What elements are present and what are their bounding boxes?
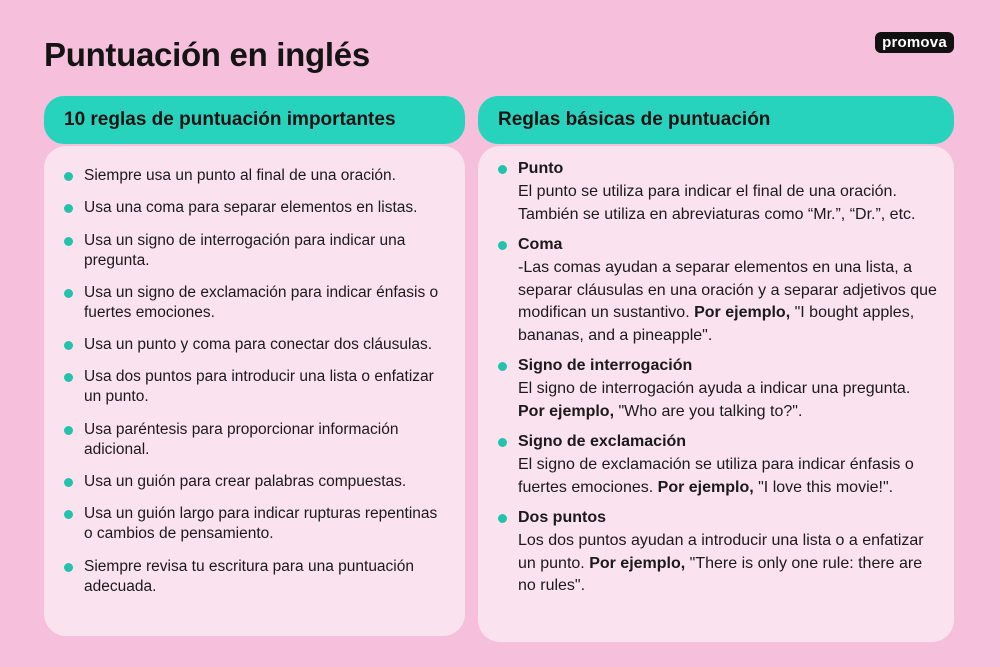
basic-rule-coma — [498, 234, 938, 347]
example-label: Por ejemplo, — [518, 402, 615, 420]
rule-item — [64, 472, 447, 492]
rule-text: Usa un signo de exclamación para indicar énfasis o fuertes emociones. — [84, 283, 439, 321]
right-panel-heading — [478, 96, 954, 144]
right-panel — [478, 146, 954, 642]
rule-item — [64, 198, 447, 218]
left-panel-heading-text: 10 reglas de puntuación importantes — [64, 109, 396, 130]
bullet-icon — [64, 426, 73, 435]
rule-text: Siempre revisa tu escritura para una puntuación adecuada. — [84, 557, 414, 595]
basic-rule-title: Dos puntos — [518, 509, 606, 526]
example-text: "I love this movie!". — [758, 478, 894, 496]
bullet-icon — [498, 241, 507, 250]
bullet-icon — [498, 514, 507, 523]
basic-rules-list — [498, 158, 938, 598]
rule-text: Usa un signo de interrogación para indicar una pregunta. — [84, 231, 406, 269]
rule-text: Usa un guión largo para indicar rupturas repentinas o cambios de pensamiento. — [84, 505, 438, 543]
bullet-icon — [64, 563, 73, 572]
example-text: "There is only one rule: there are no rules". — [518, 554, 923, 594]
rule-text: Usa una coma para separar elementos en listas. — [84, 199, 418, 217]
example-text: "Who are you talking to?". — [618, 402, 803, 420]
rule-item — [64, 504, 447, 544]
basic-rule-title: Punto — [518, 160, 564, 177]
promova-logo: promova — [875, 32, 954, 53]
bullet-icon — [64, 510, 73, 519]
bullet-icon — [498, 362, 507, 371]
basic-rule-description: -Las comas ayudan a separar elementos en una lista, a separar cláusulas en una oración y a separar adjetivos que modifican un sustantivo. — [518, 259, 937, 321]
example-label: Por ejemplo, — [657, 478, 754, 496]
basic-rule-punto — [498, 158, 938, 226]
bullet-icon — [64, 373, 73, 382]
rule-text: Usa un punto y coma para conectar dos cláusulas. — [84, 336, 433, 354]
bullet-icon — [64, 172, 73, 181]
basic-rule-text — [518, 181, 938, 226]
rule-text: Usa dos puntos para introducir una lista o enfatizar un punto. — [84, 368, 434, 406]
basic-rule-description: El punto se utiliza para indicar el final de una oración. También se utiliza en abreviaturas como “Mr.”, “Dr.”, etc. — [518, 183, 916, 223]
rule-item — [64, 335, 447, 355]
bullet-icon — [64, 478, 73, 487]
basic-rule-description: Los dos puntos ayudan a introducir una lista o a enfatizar un punto. — [518, 532, 924, 572]
bullet-icon — [498, 165, 507, 174]
rule-text: Siempre usa un punto al final de una oración. — [84, 167, 396, 184]
basic-rule-text — [518, 378, 938, 423]
basic-rule-title: Signo de interrogación — [518, 357, 693, 374]
example-label: Por ejemplo, — [589, 554, 686, 572]
bullet-icon — [64, 341, 73, 350]
bullet-icon — [64, 237, 73, 246]
bullet-icon — [64, 289, 73, 298]
rule-item — [64, 283, 447, 323]
rule-text: Usa un guión para crear palabras compuestas. — [84, 473, 407, 491]
rule-item — [64, 420, 447, 460]
right-panel-heading-text: Reglas básicas de puntuación — [498, 109, 771, 130]
rule-item — [64, 557, 447, 597]
basic-rule-text — [518, 257, 938, 347]
basic-rule-interrogacion — [498, 355, 938, 423]
rule-item — [64, 367, 447, 407]
example-label: Por ejemplo, — [694, 304, 791, 321]
basic-rule-description: El signo de exclamación se utiliza para indicar énfasis o fuertes emociones. — [518, 456, 914, 496]
rule-text: Usa paréntesis para proporcionar información adicional. — [84, 420, 399, 458]
basic-rule-title: Coma — [518, 236, 563, 253]
basic-rule-dos-puntos — [498, 507, 938, 598]
rule-item — [64, 166, 447, 186]
rule-item — [64, 231, 447, 271]
example-text: "I bought apples, bananas, and a pineapple". — [518, 304, 915, 344]
bullet-icon — [498, 438, 507, 447]
rules-list — [64, 166, 447, 597]
left-panel-heading — [44, 96, 465, 144]
basic-rule-text — [518, 454, 938, 499]
left-panel — [44, 146, 465, 636]
basic-rule-title: Signo de exclamación — [518, 433, 687, 450]
bullet-icon — [64, 204, 73, 213]
basic-rule-description: El signo de interrogación ayuda a indicar una pregunta. — [518, 380, 911, 397]
basic-rule-exclamacion — [498, 431, 938, 499]
page-title: Puntuación en inglés — [44, 36, 370, 73]
basic-rule-text — [518, 530, 938, 598]
